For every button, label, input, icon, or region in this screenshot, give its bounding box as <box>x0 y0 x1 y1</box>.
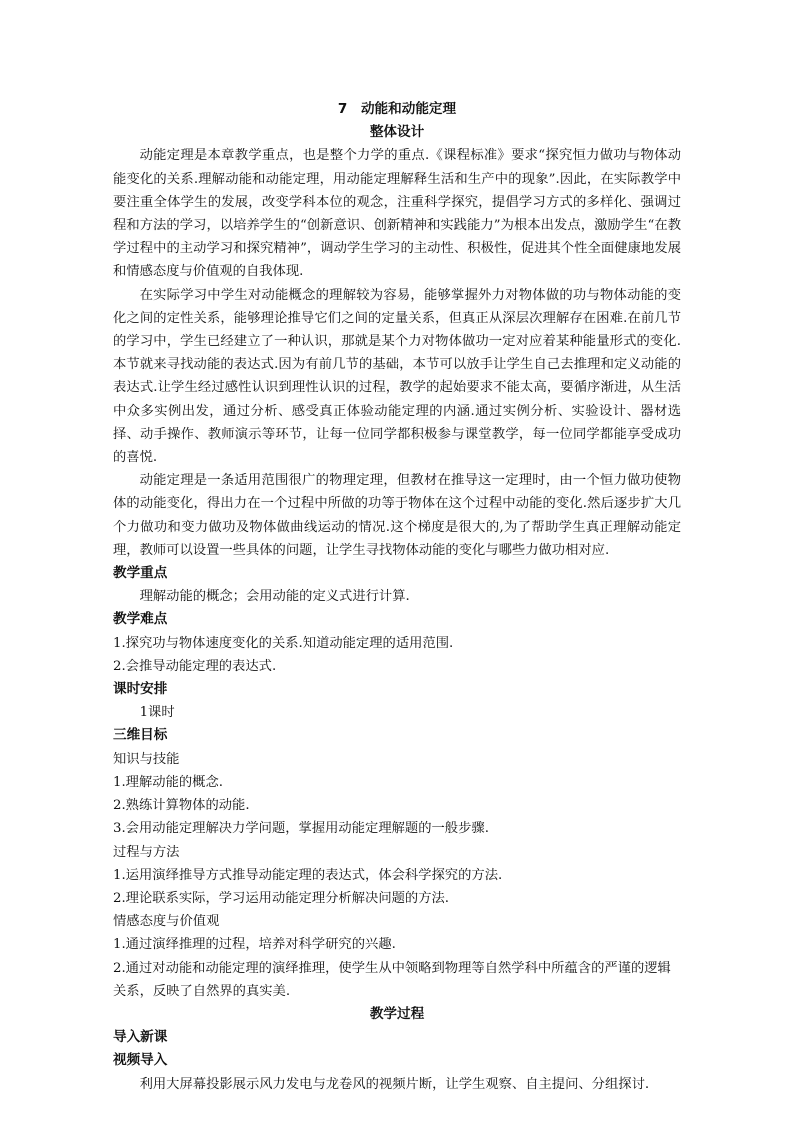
difficulty-item: 1.探究功与物体速度变化的关系.知道动能定理的适用范围. <box>113 635 454 651</box>
goal-item: 2.通过对动能和动能定理的演绎推理，使学生从中领略到物理等自然学科中所蕴含的严谨的逻辑关系，反映了自然界的真实美. <box>113 960 671 999</box>
section-title-process: 教学过程 <box>369 1005 425 1022</box>
section-title-overall-design: 整体设计 <box>369 124 425 141</box>
heading-schedule: 课时安排 <box>113 681 168 698</box>
key-points-text: 理解动能的概念；会用动能的定义式进行计算. <box>139 589 410 605</box>
document-title: 7 动能和动能定理 <box>337 101 457 117</box>
goal-item: 2.理论联系实际，学习运用动能定理分析解决问题的方法. <box>113 890 450 906</box>
goal-group-label: 过程与方法 <box>113 844 180 860</box>
heading-key-points: 教学重点 <box>113 565 168 582</box>
intro-paragraph-1: 动能定理是本章教学重点，也是整个力学的重点.《课程标准》要求“探究恒力做功与物体动能变化的关系.理解动能和动能定理，用动能定理解释生活和生产中的现象”.因此，在实际教学中要注重全体学生的发展，改变学科本位的观念，注重科学探究，提倡学习方式的多样化、强调过程和方法的学习，以培养学生的“创新意识、创新精神和实践能力”为根本出发点，激励学生“在教学过程中的主动学习和探究精神”，调动学生学习的主动性、积极性，促进其个性全面健康地发展和情感态度与价值观的自我体现. <box>113 148 681 280</box>
intro-paragraph-2: 在实际学习中学生对动能概念的理解较为容易，能够掌握外力对物体做的功与物体动能的变化之间的定性关系，能够理论推导它们之间的定量关系，但真正从深层次理解存在困难.在前几节的学习中，学生已经建立了一种认识，那就是某个力对物体做功一定对应着某种能量形式的变化.本节就来寻找动能的表达式.因为有前几节的基础，本节可以放手让学生自己去推理和定义动能的表达式.让学生经过感性认识到理性认识的过程，教学的起始要求不能太高，要循序渐进，从生活中众多实例出发，通过分析、感受真正体验动能定理的内涵.通过实例分析、实验设计、器材选择、动手操作、教师演示等环节，让每一位同学都积极参与课堂教学，每一位同学都能享受成功的喜悦. <box>113 287 681 466</box>
heading-new-lesson: 导入新课 <box>113 1029 168 1046</box>
heading-goals: 三维目标 <box>113 727 168 744</box>
schedule-text: 1课时 <box>139 705 175 721</box>
video-intro-text: 利用大屏幕投影展示风力发电与龙卷风的视频片断，让学生观察、自主提问、分组探讨. <box>139 1076 650 1092</box>
document-page <box>113 98 681 1096</box>
heading-difficulties: 教学难点 <box>113 611 168 628</box>
difficulty-item: 2.会推导动能定理的表达式. <box>113 658 277 674</box>
goal-group-label: 情感态度与价值观 <box>113 914 220 930</box>
goal-item: 3.会用动能定理解决力学问题，掌握用动能定理解题的一般步骤. <box>113 821 489 837</box>
goal-item: 1.通过演绎推理的过程，培养对科学研究的兴趣. <box>113 937 396 953</box>
heading-video-intro: 视频导入 <box>113 1052 168 1069</box>
goal-item: 2.熟练计算物体的动能. <box>113 798 250 814</box>
goal-item: 1.运用演绎推导方式推导动能定理的表达式，体会科学探究的方法. <box>113 867 503 883</box>
goal-item: 1.理解动能的概念. <box>113 774 223 790</box>
intro-paragraph-3: 动能定理是一条适用范围很广的物理定理，但教材在推导这一定理时，由一个恒力做功使物体的动能变化，得出力在一个过程中所做的功等于物体在这个过程中动能的变化.然后逐步扩大几个力做功和变力做功及物体做曲线运动的情况.这个梯度是很大的,为了帮助学生真正理解动能定理，教师可以设置一些具体的问题，让学生寻找物体动能的变化与哪些力做功相对应. <box>113 473 681 558</box>
goal-group-label: 知识与技能 <box>113 751 180 767</box>
